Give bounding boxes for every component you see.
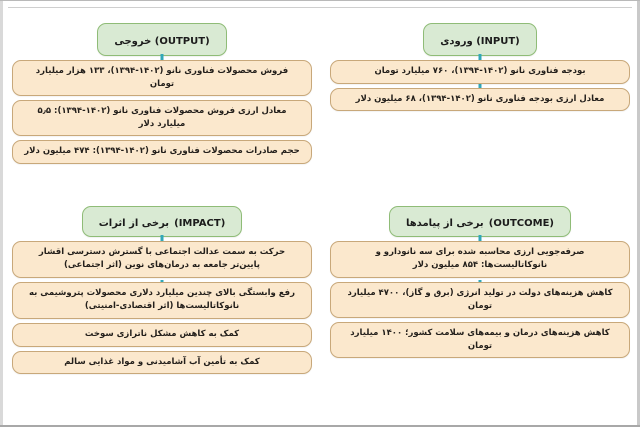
quadrant-input	[330, 23, 630, 111]
impact-header-label-en: (IMPACT)	[174, 218, 226, 229]
outcome-header-box[interactable]	[389, 206, 571, 237]
output-rows	[12, 60, 312, 164]
output-row-2[interactable]	[12, 100, 312, 136]
outcome-row-3-text: کاهش هزینه‌های درمان و بیمه‌های سلامت کشور؛ ۱۴۰۰ میلیارد تومان	[350, 328, 610, 351]
impact-row-1[interactable]	[12, 241, 312, 278]
impact-header-label-fa: برخی از اثرات	[98, 218, 170, 229]
output-header-wrap	[12, 23, 312, 56]
outcome-row-1[interactable]	[330, 241, 630, 278]
outcome-row-2-text: کاهش هزینه‌های دولت در تولید انرژی (برق و گاز)، ۴۷۰۰ میلیارد تومان	[347, 288, 613, 311]
impact-row-3[interactable]	[12, 323, 312, 347]
output-header-box[interactable]	[97, 23, 226, 56]
input-row-1-text: بودجه فناوری نانو (۱۴۰۲-۱۳۹۴)، ۷۶۰ میلیارد تومان	[374, 66, 586, 76]
impact-row-3-text: کمک به کاهش مشکل ناترازی سوخت	[84, 329, 240, 339]
outcome-row-2[interactable]	[330, 282, 630, 318]
impact-row-4[interactable]	[12, 351, 312, 375]
impact-row-2-text: رفع وابستگی بالای چندین میلیارد دلاری محصولات پتروشیمی به نانوکاتالیست‌ها (اثر اقتصادی-امنیتی)	[28, 288, 295, 311]
input-header-box[interactable]	[423, 23, 536, 56]
top-divider-rule	[8, 7, 632, 8]
output-row-3-text: حجم صادرات محصولات فناوری نانو (۱۴۰۲-۱۳۹۴): ۴۷۴ میلیون دلار	[24, 146, 300, 156]
outcome-header-wrap	[330, 206, 630, 237]
input-header-wrap	[330, 23, 630, 56]
impact-row-1-text: حرکت به سمت عدالت اجتماعی با گسترش دسترسی اقشار پایین‌تر جامعه به درمان‌های نوین (اثر اجتماعی)	[38, 247, 286, 270]
output-header-label: خروجی (OUTPUT)	[114, 36, 210, 47]
quadrant-impact	[12, 206, 312, 374]
outcome-header-label-en: (OUTCOME)	[488, 218, 554, 229]
outcome-header-label-fa: برخی از پیامدها	[405, 218, 484, 229]
outcome-rows	[330, 241, 630, 358]
quadrant-outcome	[330, 206, 630, 358]
impact-header-wrap	[12, 206, 312, 237]
outcome-row-3[interactable]	[330, 322, 630, 358]
input-rows	[330, 60, 630, 111]
input-row-2-text: معادل ارزی بودجه فناوری نانو (۱۴۰۲-۱۳۹۴)، ۶۸ میلیون دلار	[355, 93, 605, 104]
impact-header-box[interactable]	[82, 206, 243, 237]
input-row-2[interactable]	[330, 88, 630, 112]
impact-row-2[interactable]	[12, 282, 312, 319]
outcome-row-1-text: صرفه‌جویی ارزی محاسبه شده برای سه نانودارو و نانوکاتالیست‌ها: ۸۵۴ میلیون دلار	[375, 247, 585, 270]
input-header-label: ورودی (INPUT)	[440, 36, 520, 47]
output-row-3[interactable]	[12, 140, 312, 164]
page-edge-left	[0, 1, 3, 425]
impact-rows	[12, 241, 312, 374]
output-row-1-text: فروش محصولات فناوری نانو (۱۴۰۲-۱۳۹۴)، ۱۳۳ هزار میلیارد تومان	[35, 66, 289, 89]
impact-row-4-text: کمک به تأمین آب آشامیدنی و مواد غذایی سالم	[64, 356, 260, 367]
quadrant-output	[12, 23, 312, 164]
output-row-1[interactable]	[12, 60, 312, 96]
output-row-2-text: معادل ارزی فروش محصولات فناوری نانو (۱۴۰۲-۱۳۹۴): ۵٫۵ میلیارد دلار	[37, 106, 287, 129]
input-row-1[interactable]	[330, 60, 630, 84]
